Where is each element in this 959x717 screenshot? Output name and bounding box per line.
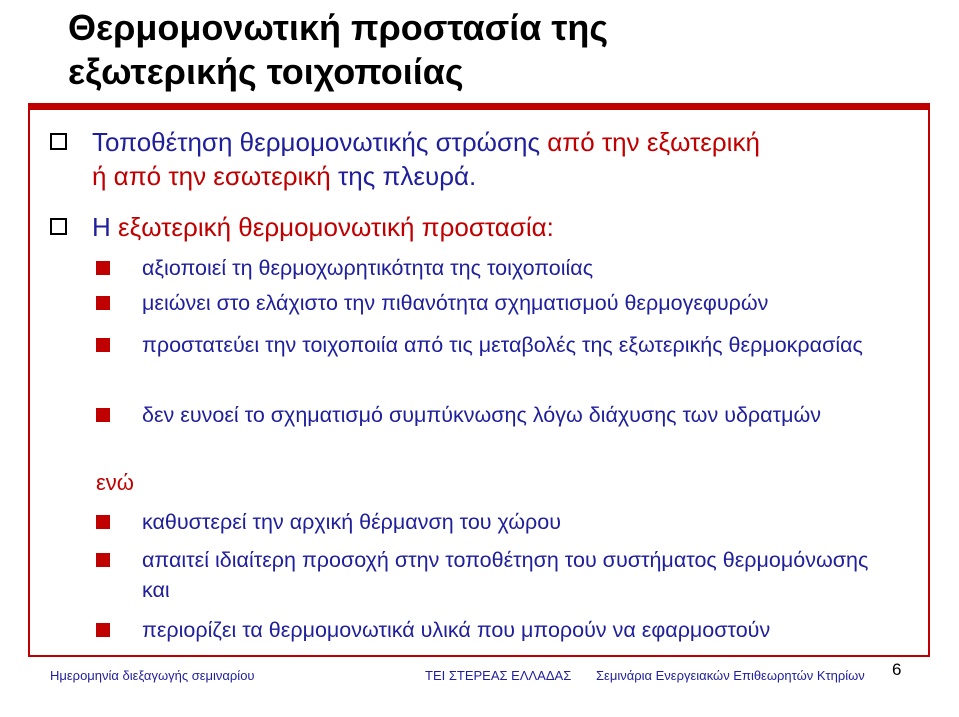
sub-item-2-text: μειώνει στο ελάχιστο την πιθανότητα σχηματισμού θερμογεφυρών — [142, 291, 769, 315]
frame-top-bar — [28, 103, 930, 110]
sub-item-3-text: προστατεύει την τοιχοποιία από τις μεταβολές της εξωτερικής θερμοκρασίας — [142, 333, 863, 357]
square-bullet-icon — [96, 296, 110, 310]
while-label: ενώ — [96, 470, 134, 495]
sub-item-1-text: αξιοποιεί τη θερμοχωρητικότητα της τοιχοποιίας — [142, 256, 594, 280]
bullet-1-part2: από την εξωτερική — [547, 127, 760, 157]
bullet-1-line2b: της πλευρά. — [330, 161, 477, 191]
footer-date: Ημερομηνία διεξαγωγής σεμιναρίου — [50, 668, 255, 683]
footer-seminar: Σεμινάρια Ενεργειακών Επιθεωρητών Κτηρίων — [596, 668, 865, 683]
checkbox-icon — [50, 133, 67, 150]
sub-item-4-text: δεν ευνοεί το σχηματισμό συμπύκνωσης λόγω διάχυσης των υδρατμών — [142, 403, 821, 427]
square-bullet-icon — [96, 338, 110, 352]
square-bullet-icon — [96, 623, 110, 637]
footer-institution: ΤΕΙ ΣΤΕΡΕΑΣ ΕΛΛΑΔΑΣ — [425, 668, 572, 683]
bullet-2-part1: Η — [92, 212, 118, 242]
bullet-1-text — [92, 125, 932, 193]
sub-item-5-text: καθυστερεί την αρχική θέρμανση του χώρου — [142, 510, 561, 534]
square-bullet-icon — [96, 553, 110, 567]
checkbox-icon — [50, 218, 67, 235]
slide-title — [68, 6, 928, 94]
bullet-2-part2: εξωτερική θερμομονωτική προστασία: — [118, 212, 554, 242]
title-line-1: Θερμομονωτική προστασία της — [68, 7, 609, 48]
bullet-1-part1: Τοποθέτηση θερμομονωτικής στρώσης — [92, 127, 548, 157]
square-bullet-icon — [96, 261, 110, 275]
sub-item-6-text: απαιτεί ιδιαίτερη προσοχή στην τοποθέτηση του συστήματος θερμομόνωσης και — [142, 548, 869, 602]
page-number: 6 — [892, 660, 902, 679]
square-bullet-icon — [96, 515, 110, 529]
title-line-2: εξωτερικής τοιχοποιίας — [68, 51, 464, 92]
square-bullet-icon — [96, 408, 110, 422]
sub-item-7-text: περιορίζει τα θερμομονωτικά υλικά που μπορούν να εφαρμοστούν — [142, 618, 771, 642]
bullet-2-text — [92, 210, 932, 244]
bullet-1-line2a: ή από την εσωτερική — [92, 161, 331, 191]
